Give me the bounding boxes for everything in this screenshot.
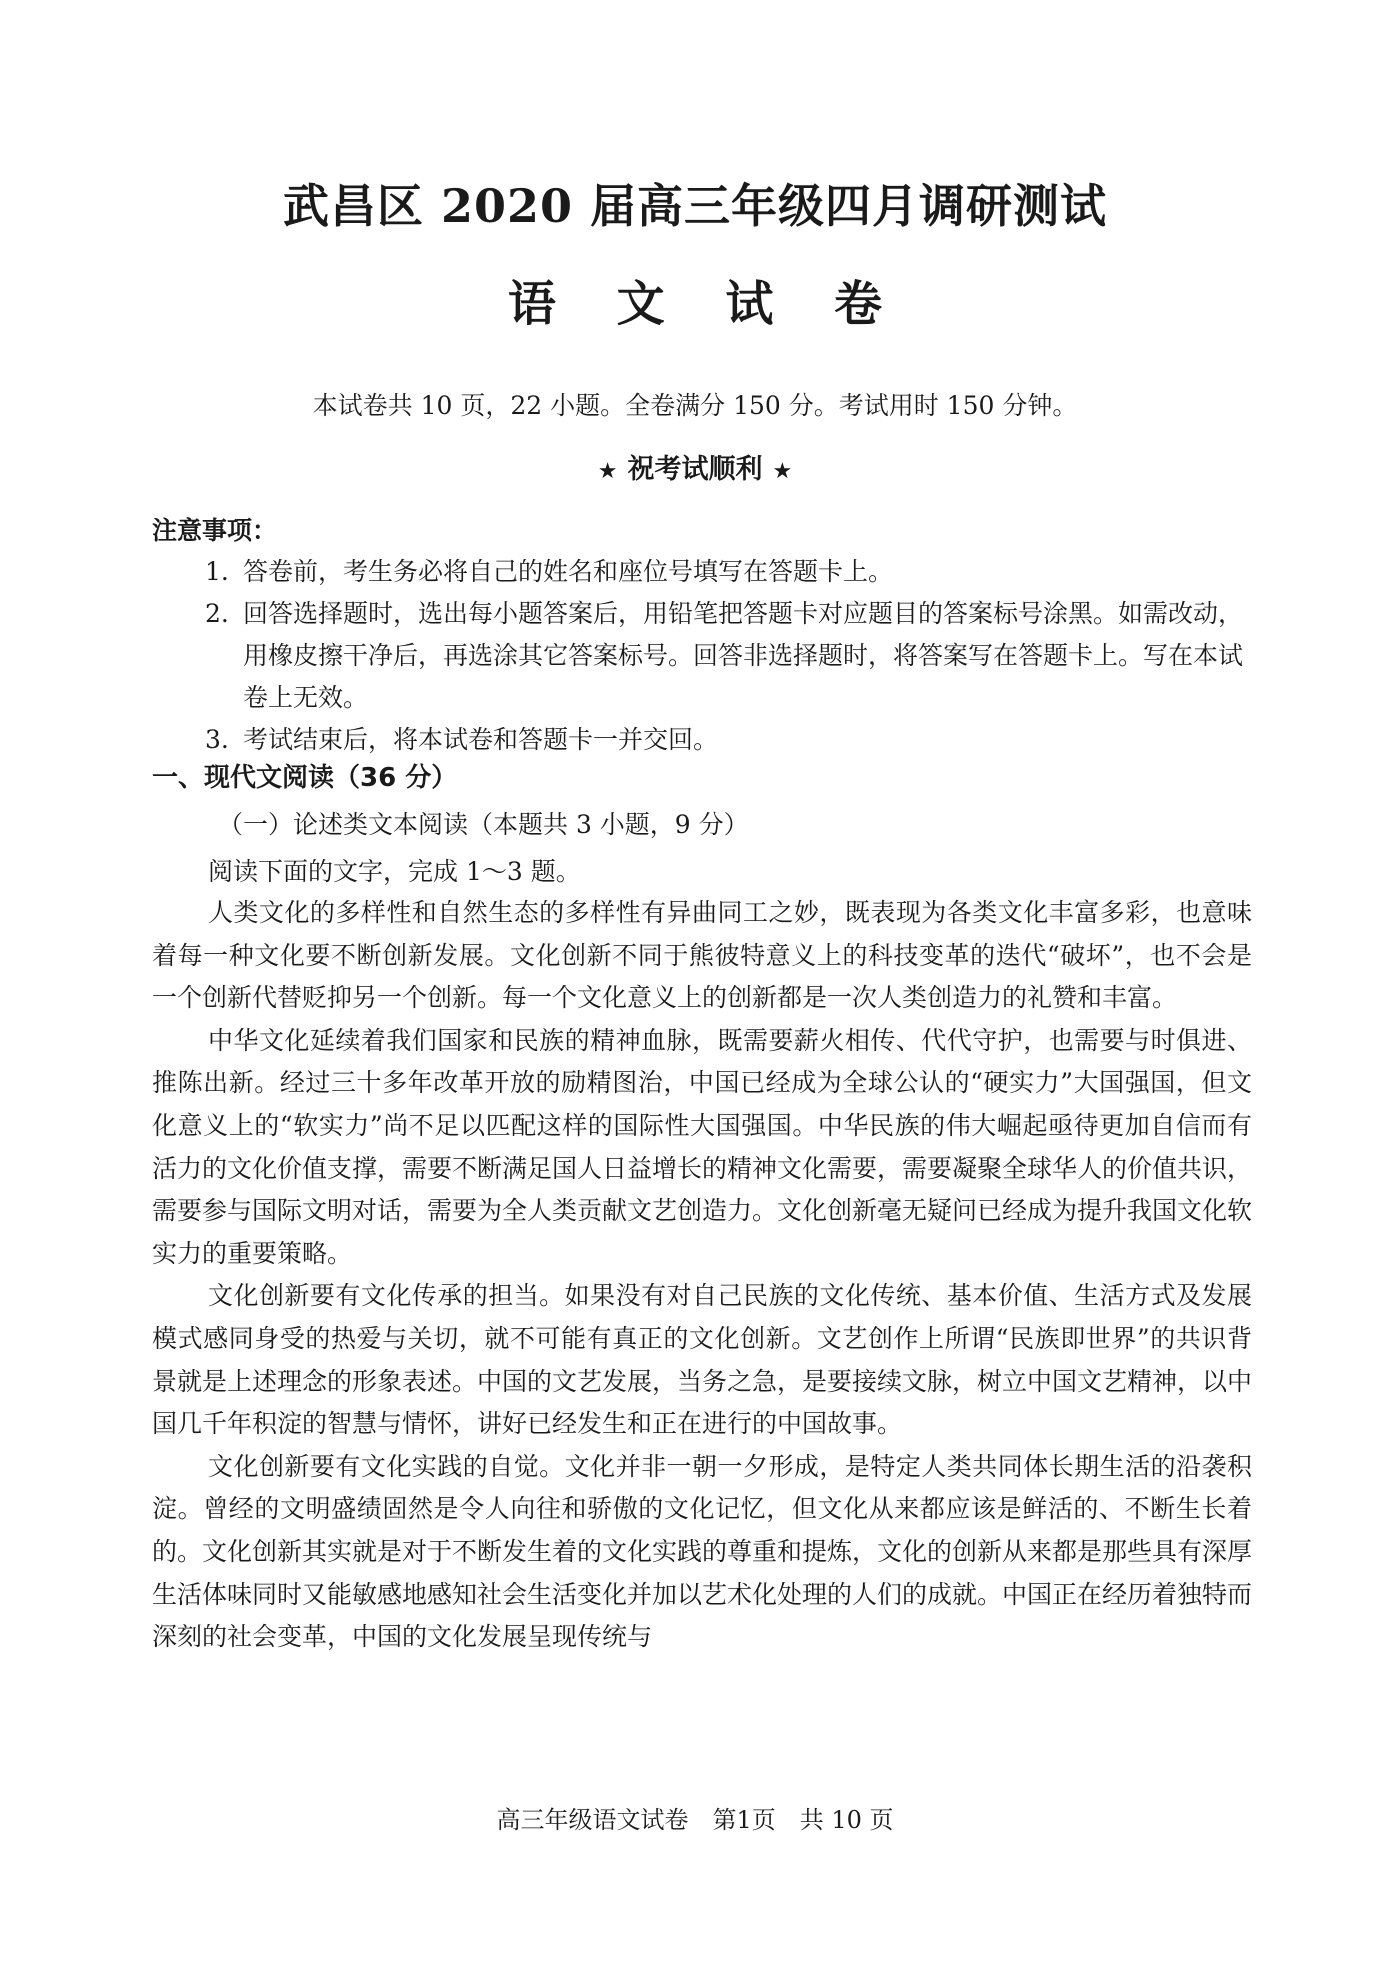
subsection-heading: （一）论述类文本阅读（本题共 3 小题，9 分） bbox=[218, 810, 749, 839]
page-footer: 高三年级语文试卷 第1页 共 10 页 bbox=[496, 1806, 894, 1834]
notice-text: 答卷前，考生务必将自己的姓名和座位号填写在答题卡上。 bbox=[243, 557, 894, 586]
reading-passage bbox=[152, 892, 1252, 1659]
notice-text: 考试结束后，将本试卷和答题卡一并交回。 bbox=[243, 725, 719, 754]
notice-heading: 注意事项： bbox=[152, 516, 278, 545]
passage-paragraph: 中华文化延续着我们国家和民族的精神血脉，既需要薪火相传、代代守护，也需要与时俱进、推陈出新。经过三十多年改革开放的励精图治，中国已经成为全球公认的“硬实力”大国强国，但文化意义上的“软实力”尚不足以匹配这样的国际性大国强国。中华民族的伟大崛起亟待更加自信而有活力的文化价值支撑，需要不断满足国人日益增长的精神文化需要，需要凝聚全球华人的价值共识，需要参与国际文明对话，需要为全人类贡献文艺创造力。文化创新毫无疑问已经成为提升我国文化软实力的重要策略。 bbox=[152, 1025, 1253, 1268]
notice-item bbox=[205, 593, 1250, 719]
notice-list bbox=[205, 551, 1250, 761]
star-icon: ★ bbox=[772, 459, 793, 484]
section-heading: 一、现代文阅读（36 分） bbox=[152, 763, 458, 793]
good-luck-banner bbox=[0, 447, 1390, 486]
passage-paragraph: 人类文化的多样性和自然生态的多样性有异曲同工之妙，既表现为各类文化丰富多彩，也意味着每一种文化要不断创新发展。文化创新不同于熊彼特意义上的科技变革的迭代“破坏”，也不会是一个创新代替贬抑另一个创新。每一个文化意义上的创新都是一次人类创造力的礼赞和丰富。 bbox=[152, 898, 1252, 1013]
exam-info: 本试卷共 10 页，22 小题。全卷满分 150 分。考试用时 150 分钟。 bbox=[312, 391, 1078, 420]
passage-paragraph: 文化创新要有文化传承的担当。如果没有对自己民族的文化传统、基本价值、生活方式及发展模式感同身受的热爱与关切，就不可能有真正的文化创新。文艺创作上所谓“民族即世界”的共识背景就是上述理念的形象表述。中国的文艺发展，当务之急，是要接续文脉，树立中国文艺精神，以中国几千年积淀的智慧与情怀，讲好已经发生和正在进行的中国故事。 bbox=[152, 1281, 1253, 1439]
exam-subject: 语 文 试 卷 bbox=[507, 276, 905, 332]
passage-paragraph: 文化创新要有文化实践的自觉。文化并非一朝一夕形成，是特定人类共同体长期生活的沿袭积淀。曾经的文明盛绩固然是令人向往和骄傲的文化记忆，但文化从来都应该是鲜活的、不断生长着的。文化创新其实就是对于不断发生着的文化实践的尊重和提炼，文化的创新从来都是那些具有深厚生活体味同时又能敏感地感知社会生活变化并加以艺术化处理的人们的成就。中国正在经历着独特而深刻的社会变革，中国的文化发展呈现传统与 bbox=[152, 1451, 1253, 1652]
star-icon: ★ bbox=[597, 459, 618, 484]
exam-title: 武昌区 2020 届高三年级四月调研测试 bbox=[282, 179, 1108, 233]
good-luck-text: 祝考试顺利 bbox=[627, 454, 763, 485]
notice-item bbox=[205, 719, 1250, 761]
notice-number: 2. bbox=[205, 599, 229, 628]
notice-number: 1. bbox=[205, 557, 229, 586]
notice-text: 回答选择题时，选出每小题答案后，用铅笔把答题卡对应题目的答案标号涂黑。如需改动，用橡皮擦干净后，再选涂其它答案标号。回答非选择题时，将答案写在答题卡上。写在本试卷上无效。 bbox=[243, 599, 1244, 712]
reading-instruction: 阅读下面的文字，完成 1～3 题。 bbox=[208, 857, 581, 886]
notice-number: 3. bbox=[205, 725, 229, 754]
notice-item bbox=[205, 551, 1250, 593]
